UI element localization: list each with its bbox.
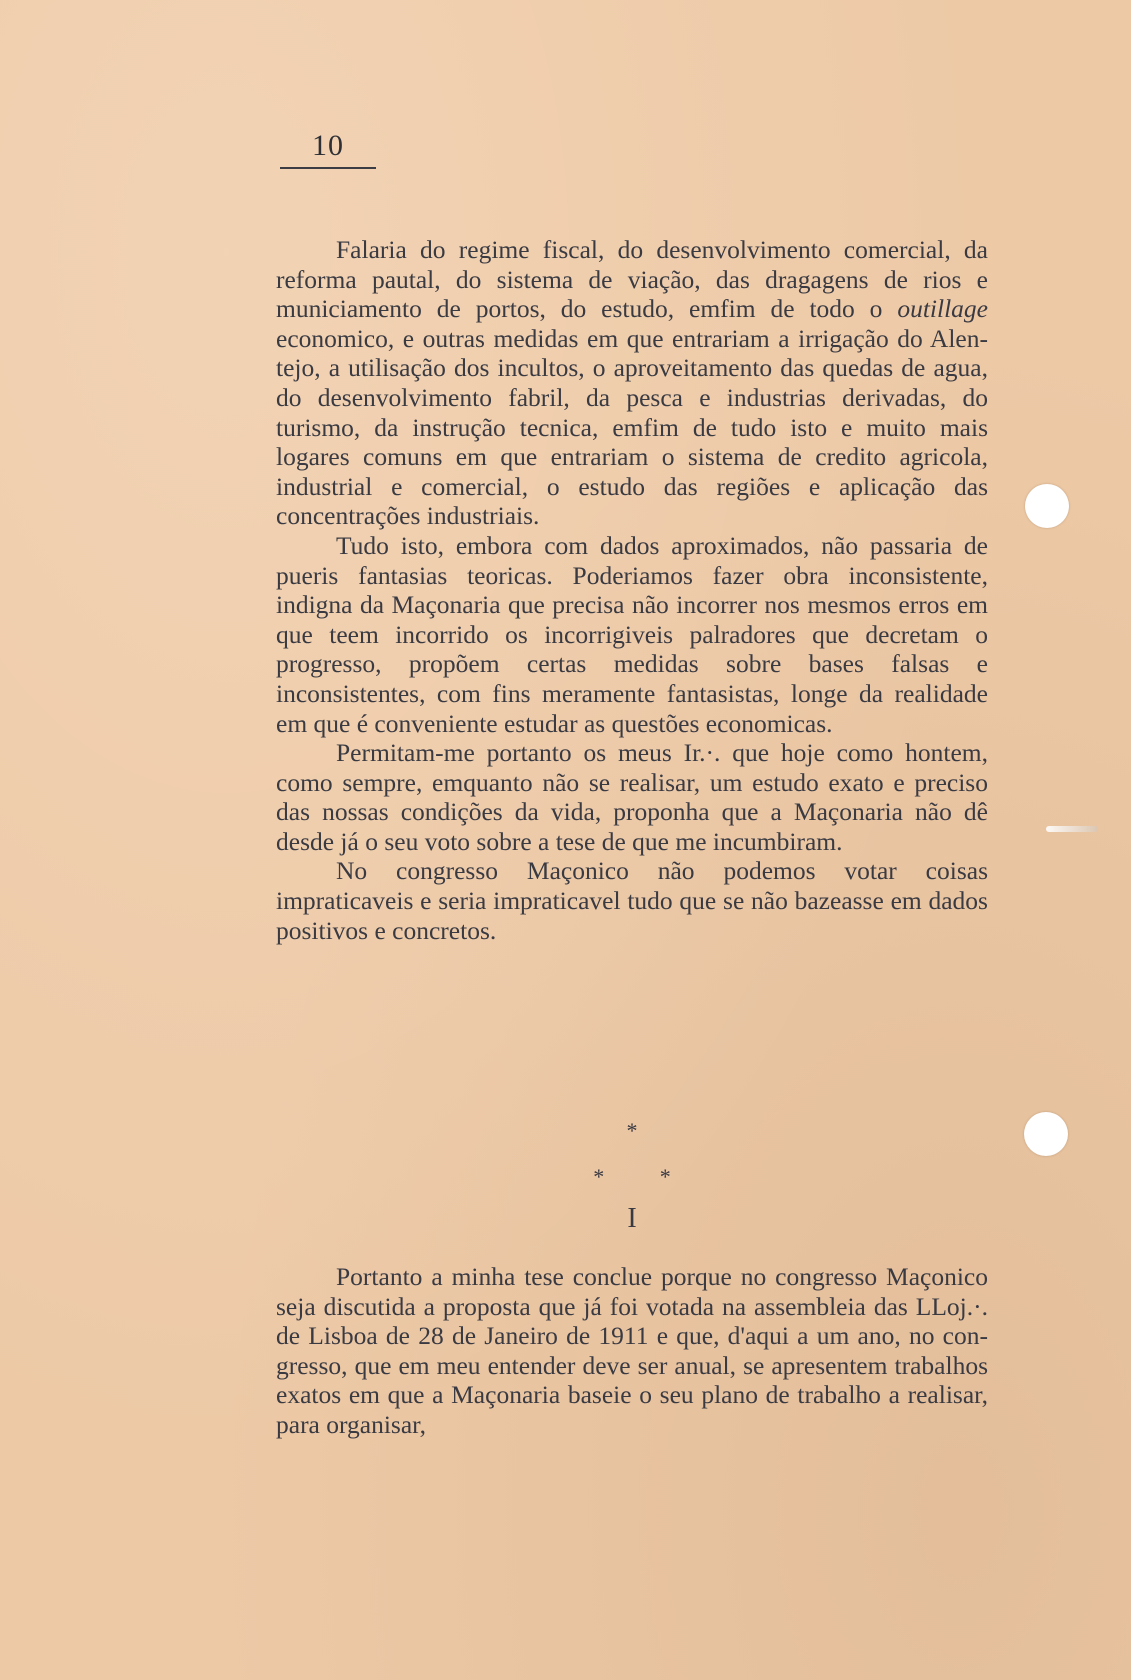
page-number: 10: [312, 129, 344, 162]
punch-hole: [1025, 484, 1069, 528]
conclusion-paragraph: Portanto a minha tese conclue porque no congresso Maçonico seja discutida a proposta que já foi votada na assembleia das LLoj.·. de Lisboa de 28 de Janeiro de 1911 e que, d'aqui a um ano, no congresso, que em meu entender deve ser anual, se apresentem trabalhos exatos em que a Maçonaria baseie o seu plano de trabalho a realisar, para organisar,: [276, 1262, 988, 1439]
paper-edge-mark: [1046, 826, 1098, 832]
paragraph-4: No congresso Maçonico não podemos votar coisas impraticaveis e seria impraticavel tudo que se não bazeasse em dados positivos e concretos.: [276, 856, 988, 945]
section-numeral: I: [627, 1203, 637, 1234]
page-number-rule: [280, 167, 376, 169]
body-text: [276, 235, 988, 945]
italic-term: outillage: [897, 294, 988, 324]
paragraph-3: Permitam-me portanto os meus Ir.·. que hoje como hontem, como sempre, emquanto não se realisar, um estudo exato e preciso das nossas condições da vida, proponha que a Maçonaria não dê desde já o seu voto sobre a tese de que me incumbiram.: [276, 738, 988, 856]
conclusion-text: [276, 1262, 988, 1440]
asterism-top: *: [626, 1118, 638, 1143]
asterism-bottom: * *: [593, 1164, 671, 1189]
paragraph-2: Tudo isto, embora com dados aproximados, não passaria de pueris fantasias teoricas. Poderiamos fazer obra inconsistente, indigna da Maçonaria que precisa não incorrer nos mesmos erros em que teem incorrido os incorrigiveis palradores que decretam o progresso, propõem certas medidas sobre bases falsas e inconsistentes, com fins meramente fantasistas, longe da realidade em que é conveniente estudar as questões economicas.: [276, 530, 988, 738]
paragraph-1: Falaria do regime fiscal, do desenvolvimento comercial, da reforma pautal, do sistema de viação, das dragagens de rios e municiamento de portos, do estudo, emfim de todo o outillage economico, e outras medidas em que entrariam a irrigação do Alentejo, a utilisação dos incultos, o aproveitamento das quedas de agua, do desenvolvimento fabril, da pesca e industrias derivadas, do turismo, da instrução tecnica, emfim de tudo isto e muito mais logares comuns em que entrariam o sistema de credito agricola, industrial e comercial, o estudo das regiões e aplicação das concentrações industriais.: [276, 235, 988, 531]
punch-hole: [1024, 1112, 1068, 1156]
